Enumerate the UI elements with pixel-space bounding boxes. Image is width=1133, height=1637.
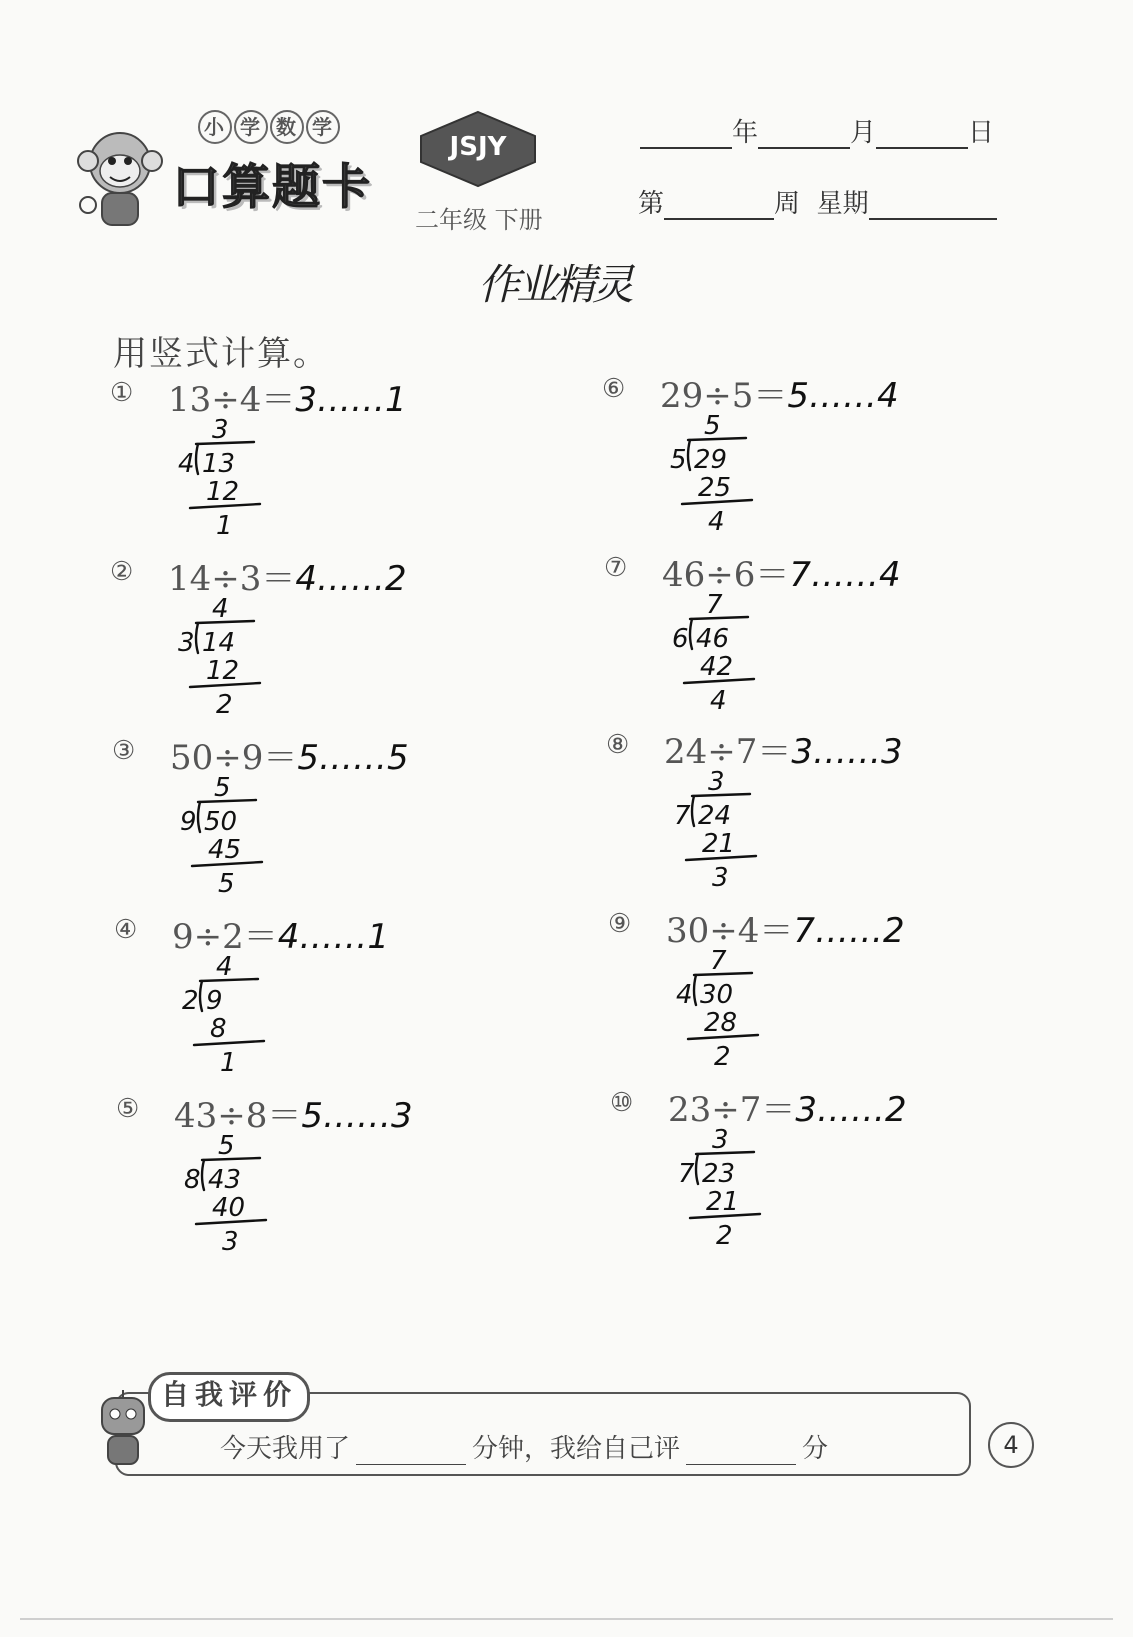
- product-digits: 25: [698, 473, 732, 503]
- long-division-work: [172, 953, 292, 1083]
- problem-number: ⑩: [610, 1088, 634, 1118]
- problem-expression: 14÷3＝4……2: [168, 559, 407, 599]
- product-digits: 28: [704, 1008, 738, 1038]
- division-bar: [690, 617, 748, 619]
- product-digits: 21: [702, 829, 736, 859]
- problem-number: ⑤: [116, 1094, 140, 1124]
- instruction-text: 用竖式计算。: [113, 334, 329, 374]
- product-digits: 42: [700, 652, 734, 682]
- quotient-digit: 4: [212, 594, 229, 624]
- division-bracket: [202, 1160, 204, 1190]
- handwritten-watermark: 作业精灵: [478, 260, 631, 309]
- quotient-digit: 3: [708, 767, 725, 797]
- problem-expression: 46÷6＝7……4: [662, 555, 901, 595]
- division-bar: [694, 973, 752, 975]
- quotient-digit: 4: [216, 952, 233, 982]
- handwritten-answer: 3……3: [791, 732, 903, 772]
- dividend-digits: 13: [202, 449, 236, 479]
- product-digits: 40: [212, 1193, 246, 1223]
- product-digits: 45: [208, 835, 242, 865]
- subtraction-line: [194, 1041, 264, 1045]
- remainder-digit: 4: [708, 507, 725, 537]
- week-field[interactable]: 第 周 星期: [638, 183, 997, 220]
- badge-label: JSJY: [449, 132, 507, 162]
- long-division-work: [660, 412, 780, 542]
- handwritten-answer: 4……1: [277, 917, 390, 957]
- problem-number: ⑧: [606, 730, 630, 760]
- remainder-digit: 3: [712, 863, 729, 893]
- divisor-digit: 9: [180, 807, 197, 837]
- product-digits: 12: [206, 656, 240, 686]
- monkey-mascot-icon: [70, 125, 170, 235]
- divisor-digit: 3: [178, 628, 195, 658]
- score-blank[interactable]: [686, 1438, 796, 1465]
- division-bar: [196, 621, 254, 623]
- handwritten-answer: 5……4: [787, 376, 899, 416]
- remainder-digit: 1: [216, 511, 233, 541]
- divisor-digit: 4: [676, 980, 693, 1010]
- remainder-digit: 2: [216, 690, 233, 720]
- dividend-digits: 9: [206, 986, 223, 1016]
- self-evaluation-title: 自我评价: [148, 1372, 310, 1422]
- long-division-work: [168, 595, 288, 725]
- dividend-digits: 46: [696, 624, 730, 654]
- division-bracket: [196, 444, 198, 474]
- grade-label: 二年级 下册: [415, 206, 543, 234]
- dividend-digits: 24: [698, 801, 732, 831]
- quotient-digit: 3: [212, 415, 229, 445]
- divisor-digit: 7: [678, 1159, 695, 1189]
- quotient-digit: 5: [704, 411, 721, 441]
- handwritten-answer: 7……2: [793, 911, 905, 951]
- problem-number: ⑦: [604, 553, 628, 583]
- dividend-digits: 23: [702, 1159, 736, 1189]
- problem-expression: 23÷7＝3……2: [668, 1090, 907, 1130]
- long-division-work: [668, 1126, 788, 1256]
- minutes-blank[interactable]: [356, 1438, 466, 1465]
- long-division-work: [666, 947, 786, 1077]
- problem-expression: 29÷5＝5……4: [660, 376, 899, 416]
- quotient-digit: 5: [214, 773, 231, 803]
- divisor-digit: 5: [670, 445, 687, 475]
- remainder-digit: 2: [714, 1042, 731, 1072]
- problem-expression: 24÷7＝3……3: [664, 732, 903, 772]
- handwritten-answer: 5……5: [297, 738, 409, 778]
- problem-expression: 9÷2＝4……1: [172, 917, 390, 957]
- division-bracket: [198, 802, 200, 832]
- remainder-digit: 1: [220, 1048, 237, 1078]
- problem-expression: 30÷4＝7……2: [666, 911, 905, 951]
- long-division-work: [662, 591, 782, 721]
- division-bracket: [694, 975, 696, 1005]
- long-division-work: [170, 774, 290, 904]
- division-bar: [196, 442, 254, 444]
- product-digits: 8: [210, 1014, 227, 1044]
- bottom-divider: [20, 1618, 1113, 1620]
- divisor-digit: 4: [178, 449, 195, 479]
- problem-number: ④: [114, 915, 138, 945]
- dividend-digits: 43: [208, 1165, 242, 1195]
- division-bracket: [200, 981, 202, 1011]
- divisor-digit: 2: [182, 986, 199, 1016]
- remainder-digit: 2: [716, 1221, 733, 1251]
- remainder-digit: 3: [222, 1227, 239, 1257]
- divisor-digit: 7: [674, 801, 691, 831]
- divisor-digit: 6: [672, 624, 689, 654]
- brand-title: 口算题卡: [172, 159, 373, 215]
- quotient-digit: 5: [218, 1131, 235, 1161]
- product-digits: 12: [206, 477, 240, 507]
- problem-expression: 13÷4＝3……1: [168, 380, 407, 420]
- division-bracket: [696, 1154, 698, 1184]
- quotient-digit: 7: [706, 590, 723, 620]
- division-bar: [692, 794, 750, 796]
- product-digits: 21: [706, 1187, 740, 1217]
- handwritten-answer: 5……3: [301, 1096, 413, 1136]
- self-evaluation-sentence: 今天我用了 分钟，我给自己评 分: [220, 1434, 829, 1464]
- quotient-digit: 3: [712, 1125, 729, 1155]
- handwritten-answer: 3……2: [795, 1090, 907, 1130]
- series-title: 小 学 数 学: [198, 110, 342, 144]
- handwritten-answer: 7……4: [789, 555, 901, 595]
- page-number: 4: [988, 1422, 1034, 1468]
- dividend-digits: 30: [700, 980, 734, 1010]
- remainder-digit: 4: [710, 686, 727, 716]
- division-bracket: [196, 623, 198, 653]
- division-bar: [202, 1158, 260, 1160]
- long-division-work: [664, 768, 784, 898]
- division-bracket: [692, 796, 694, 826]
- problem-number: ⑥: [602, 374, 626, 404]
- dividend-digits: 29: [694, 445, 728, 475]
- division-bar: [200, 979, 258, 981]
- divisor-digit: 8: [184, 1165, 201, 1195]
- problem-number: ①: [110, 378, 134, 408]
- quotient-digit: 7: [710, 946, 727, 976]
- division-bar: [198, 800, 256, 802]
- problem-number: ②: [110, 557, 134, 587]
- dividend-digits: 14: [202, 628, 236, 658]
- handwritten-answer: 4……2: [295, 559, 407, 599]
- division-bar: [688, 438, 746, 440]
- division-bracket: [688, 440, 690, 470]
- handwritten-answer: 3……1: [295, 380, 407, 420]
- remainder-digit: 5: [218, 869, 235, 899]
- division-bracket: [690, 619, 692, 649]
- dividend-digits: 50: [204, 807, 238, 837]
- date-field[interactable]: 年 月 日: [640, 112, 994, 149]
- long-division-work: [174, 1132, 294, 1262]
- division-bar: [696, 1152, 754, 1154]
- problem-number: ⑨: [608, 909, 632, 939]
- problem-number: ③: [112, 736, 136, 766]
- problem-expression: 43÷8＝5……3: [174, 1096, 413, 1136]
- problem-expression: 50÷9＝5……5: [170, 738, 409, 778]
- long-division-work: [168, 416, 288, 546]
